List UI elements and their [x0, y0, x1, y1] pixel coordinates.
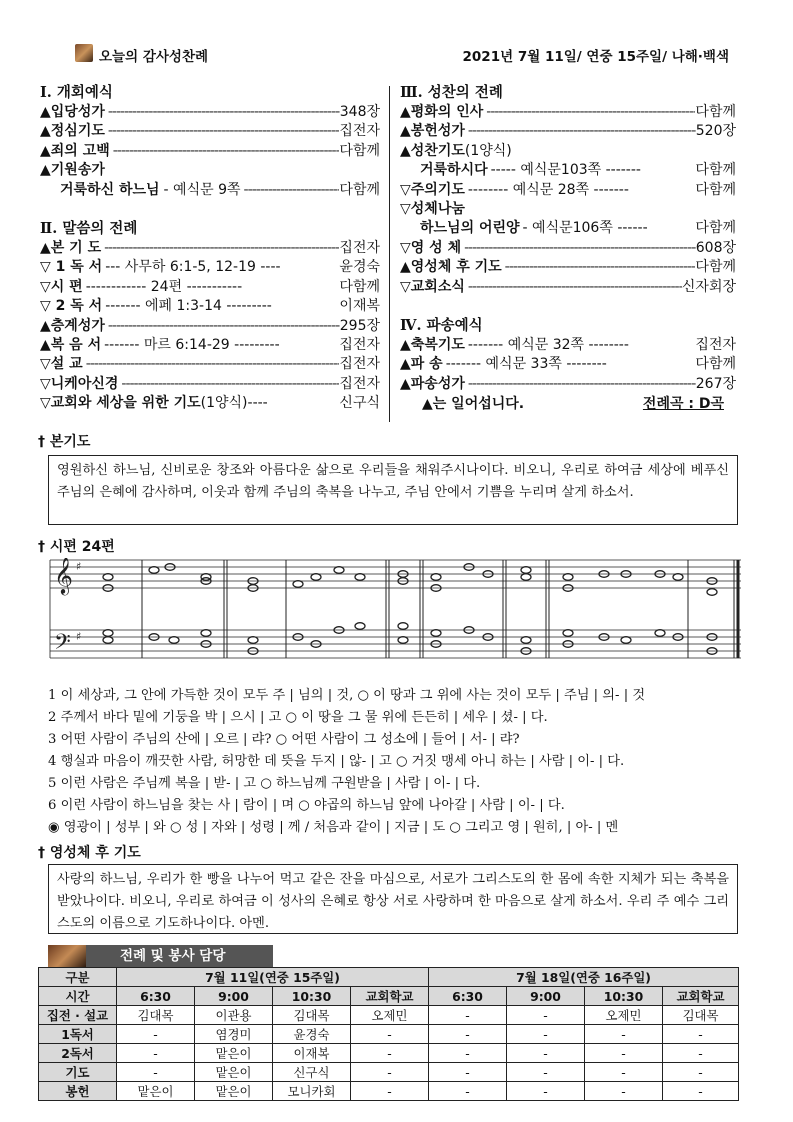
order-item-label: ▲입당성가: [40, 104, 105, 120]
order-item-value: 520장: [695, 123, 736, 140]
order-item-value: 다함께: [695, 181, 736, 198]
section-word-title: Ⅱ. 말씀의 전례: [40, 219, 138, 237]
order-item-value: 348장: [339, 104, 380, 120]
order-item-label: ▽교회소식: [400, 278, 465, 295]
order-item: [400, 258, 736, 277]
order-item: [40, 142, 380, 161]
order-item-label: 하느님의 어린양: [420, 220, 520, 237]
duty-cell: 이재복: [273, 1044, 351, 1063]
order-item-value: 집전자: [339, 123, 380, 140]
order-item: [400, 122, 736, 141]
duty-cell: -: [351, 1025, 429, 1044]
svg-text:𝄞: 𝄞: [54, 558, 73, 594]
duty-cell: -: [351, 1063, 429, 1082]
order-item-value: 신자회장: [681, 278, 736, 295]
order-item-value: 다함께: [339, 142, 380, 159]
dotted-leader: [110, 142, 340, 161]
svg-text:𝄢: 𝄢: [54, 630, 71, 660]
duty-time-cell: 교회학교: [663, 987, 739, 1006]
order-item: [40, 122, 380, 141]
duty-cell: -: [429, 1082, 507, 1101]
duty-time-cell: 교회학교: [351, 987, 429, 1006]
dotted-leader: [101, 239, 339, 258]
duty-time-row: [39, 987, 739, 1006]
spacer: [275, 297, 340, 316]
order-item-label: ▽ 2 독 서: [40, 298, 103, 315]
order-item-value: 다함께: [695, 259, 736, 276]
dotted-leader: [483, 103, 695, 122]
order-item-value: 다함께: [695, 220, 736, 237]
psalm-verse: 6 이런 사람이 하느님을 찾는 사 | 람이 | 며 ○ 야곱의 하느님 앞에 나아갈 | 사람 | 이- | 다.: [48, 798, 565, 813]
order-item-label: 거룩하시다: [420, 162, 488, 179]
duty-cell: -: [351, 1082, 429, 1101]
order-item-label: ▲층계성가: [40, 317, 105, 334]
duty-cell: 맡은이: [195, 1044, 273, 1063]
duty-cell: -: [507, 1082, 585, 1101]
psalm-verse: 2 주께서 바다 밑에 기둥을 박 | 으시 | 고 ○ 이 땅을 그 물 위에 든든히 | 세우 | 셨- | 다.: [48, 710, 548, 725]
order-item-label: ▲기원송가: [40, 162, 105, 179]
order-item-label: ▽주의기도: [400, 181, 465, 198]
order-item: [400, 161, 736, 180]
order-item-note: --- 사무하 6:1-5, 12-19 ----: [105, 259, 281, 276]
duty-table-title-bar: [48, 945, 273, 967]
svg-text:♯: ♯: [76, 630, 82, 643]
duty-cell: 김대목: [273, 1006, 351, 1025]
psalm-verse: ◉ 영광이 | 성부 | 와 ○ 성 | 자와 | 성령 | 께 / 처음과 같이 | 지금 | 도 ○ 그리고 영 | 원히, | 아- | 멘: [48, 820, 619, 835]
duty-cell: -: [585, 1082, 663, 1101]
spacer: [283, 336, 340, 355]
duty-cell: 모니카회: [273, 1082, 351, 1101]
order-item-label: ▽영 성 체: [400, 239, 462, 256]
order-item: [400, 355, 736, 374]
duty-cell: 김대목: [663, 1006, 739, 1025]
order-item-value: 608장: [695, 239, 736, 256]
duty-cell: -: [117, 1063, 195, 1082]
order-item-value: 윤경숙: [339, 259, 380, 276]
postcommunion-text: 사랑의 하느님, 우리가 한 빵을 나누어 먹고 같은 잔을 마심으로, 서로가 그리스도의 한 몸에 속한 지체가 되는 축복을 받았나이다. 비오니, 우리로 하여금 이 성사의 은혜로 항상 서로 사랑하며 한 마음으로 살게 하소서. 우리 주 예수 그리스도의 이름으로 기도하나이다. 아멘.: [57, 872, 729, 931]
psalm-verses: [48, 685, 748, 839]
duty-cell: 신구식: [273, 1063, 351, 1082]
duty-header-time: 시간: [39, 987, 117, 1006]
order-item: [40, 258, 380, 277]
duty-cell: 김대목: [117, 1006, 195, 1025]
duty-cell: 이관용: [195, 1006, 273, 1025]
order-item-label: ▽시 편: [40, 278, 83, 295]
order-item: [400, 200, 736, 219]
order-item: [400, 219, 736, 238]
dotted-leader: [465, 122, 696, 141]
bulletin-title: 오늘의 감사성찬례: [99, 49, 209, 65]
duty-role: 2독서: [39, 1044, 117, 1063]
order-item-value: 다함께: [339, 278, 380, 295]
order-item: [40, 161, 380, 180]
duty-role: 기도: [39, 1063, 117, 1082]
order-item: [40, 317, 380, 336]
spacer: [644, 161, 695, 180]
duty-cell: -: [429, 1006, 507, 1025]
order-item-label: ▲평화의 인사: [400, 104, 484, 120]
order-item-label: ▲죄의 고백: [40, 142, 110, 159]
dotted-leader: [83, 355, 340, 374]
order-item: [400, 181, 736, 200]
order-item-value: 다함께: [695, 104, 736, 120]
duty-cell: -: [507, 1063, 585, 1082]
order-item-note: ------- 예식문 33쪽 --------: [445, 356, 607, 373]
order-item-label: ▲파송성가: [400, 375, 465, 392]
order-item-note: ----- 예식문103쪽 -------: [490, 162, 641, 179]
psalm-title: † 시편 24편: [38, 539, 115, 555]
collect-box: [48, 455, 738, 525]
duty-row: [39, 1063, 739, 1082]
duty-cell: 오제민: [585, 1006, 663, 1025]
order-item-value: 다함께: [695, 356, 736, 373]
psalm-chant-score: [48, 558, 743, 670]
duty-cell: -: [429, 1044, 507, 1063]
order-item: [40, 394, 380, 413]
duty-time-cell: 9:00: [507, 987, 585, 1006]
duty-cell: 오제민: [351, 1006, 429, 1025]
order-item-note: ------- 예식문 32쪽 --------: [467, 336, 629, 353]
order-item-label: ▲봉헌성가: [400, 123, 465, 140]
order-item: [40, 181, 380, 200]
order-item-note: ------- 에페 1:3-14 ---------: [105, 298, 272, 315]
duty-cell: -: [117, 1044, 195, 1063]
order-item: [400, 103, 736, 122]
order-item-label: ▲축복기도: [400, 336, 465, 353]
duty-row: [39, 1082, 739, 1101]
order-item-label: 거룩하신 하느님: [60, 181, 160, 198]
duty-cell: 맡은이: [195, 1063, 273, 1082]
section-opening-title: Ⅰ. 개회예식: [40, 84, 113, 101]
order-item-note: (1양식)----: [200, 395, 268, 412]
order-item-note: ------------ 24편 -----------: [85, 278, 243, 295]
spacer: [610, 355, 696, 374]
psalm-verse: 5 이런 사람은 주님께 복을 | 받- | 고 ○ 하느님께 구원받을 | 사람 | 이- | 다.: [48, 776, 481, 791]
duty-time-cell: 9:00: [195, 987, 273, 1006]
duty-cell: -: [117, 1025, 195, 1044]
duty-cell: -: [663, 1025, 739, 1044]
duty-cell: -: [585, 1063, 663, 1082]
order-item-label: ▲정심기도: [40, 123, 105, 140]
order-item: [40, 297, 380, 316]
duty-time-cell: 6:30: [429, 987, 507, 1006]
dotted-leader: [241, 181, 340, 200]
psalm-verse: 3 어떤 사람이 주님의 산에 | 오르 | 랴? ○ 어떤 사람이 그 성소에 | 들어 | 서- | 랴?: [48, 732, 520, 747]
order-item-label: ▲파 송: [400, 356, 443, 373]
duty-role: 집전 · 설교: [39, 1006, 117, 1025]
order-right-column: [400, 82, 736, 414]
duty-cell: -: [507, 1006, 585, 1025]
dotted-leader: [105, 122, 340, 141]
order-item-value: 다함께: [339, 181, 380, 198]
spacer: [632, 336, 696, 355]
spacer: [284, 258, 340, 277]
spacer: [651, 219, 696, 238]
duty-cell: 맡은이: [117, 1082, 195, 1101]
order-item-value: 집전자: [339, 356, 380, 373]
order-left-column: [40, 82, 380, 413]
standing-note: ▲는 일어섭니다.: [422, 396, 525, 413]
duty-cell: -: [663, 1082, 739, 1101]
order-item-label: ▽성체나눔: [400, 200, 465, 217]
bulletin-header: [73, 44, 733, 66]
order-item-label: ▲복 음 서: [40, 336, 102, 353]
order-item-label: ▽니케아신경: [40, 375, 119, 392]
order-item: [40, 375, 380, 394]
order-item: [40, 278, 380, 297]
order-item: [400, 336, 736, 355]
order-item: [40, 355, 380, 374]
dotted-leader: [105, 317, 340, 336]
collect-text: 영원하신 하느님, 신비로운 창조와 아름다운 삶으로 우리들을 채워주시나이다. 비오니, 우리로 하여금 세상에 베푸신 주님의 은혜에 감사하며, 이웃과 함께 주님의 축복을 나누고, 주님 안에서 기쁨을 누리며 살게 하소서.: [57, 463, 729, 500]
duty-cell: 맡은이: [195, 1082, 273, 1101]
duty-cell: -: [585, 1044, 663, 1063]
section-dismissal-title: Ⅳ. 파송예식: [400, 316, 483, 334]
order-item: [40, 103, 380, 122]
church-image-icon: [48, 945, 86, 967]
duty-time-cell: 10:30: [585, 987, 663, 1006]
svg-text:♯: ♯: [76, 560, 82, 573]
order-item-note: ------- 마르 6:14-29 ---------: [104, 336, 280, 353]
duty-header-row: [39, 968, 739, 987]
duty-cell: -: [507, 1025, 585, 1044]
order-item-note: (1양식): [464, 142, 512, 159]
psalm-verse: 4 행실과 마음이 깨끗한 사람, 허망한 데 뜻을 두지 | 않- | 고 ○ 거짓 맹세 아니 하는 | 사람 | 이- | 다.: [48, 754, 625, 769]
order-item-value: 집전자: [339, 375, 380, 392]
order-item: [400, 239, 736, 258]
order-item: [400, 278, 736, 297]
duty-role: 봉헌: [39, 1082, 117, 1101]
duty-cell: -: [351, 1044, 429, 1063]
dotted-leader: [502, 258, 696, 277]
postcommunion-box: [48, 864, 738, 934]
duty-time-cell: 10:30: [273, 987, 351, 1006]
order-item: [400, 375, 736, 394]
order-item-label: ▲본 기 도: [40, 239, 102, 256]
spacer: [245, 278, 339, 297]
rite-note: 전례곡 : D곡: [642, 396, 724, 413]
spacer: [632, 181, 696, 200]
order-item-value: 295장: [339, 317, 380, 334]
order-item-label: ▲성찬기도: [400, 142, 465, 159]
duty-table-title: 전례 및 봉사 담당: [120, 948, 226, 964]
order-item-label: ▲영성체 후 기도: [400, 259, 502, 276]
order-item-value: 이재복: [339, 298, 380, 315]
duty-cell: -: [429, 1063, 507, 1082]
duty-cell: -: [429, 1025, 507, 1044]
column-divider: [389, 86, 390, 422]
dotted-leader: [461, 239, 696, 258]
dotted-leader: [465, 375, 696, 394]
duty-header-division: 구분: [39, 968, 117, 987]
order-item: [400, 142, 736, 161]
dotted-leader: [105, 103, 340, 122]
duty-table: [38, 967, 739, 1101]
section-eucharist-title: Ⅲ. 성찬의 전례: [400, 84, 503, 101]
order-item-label: ▽설 교: [40, 356, 83, 373]
order-item-value: 다함께: [695, 162, 736, 179]
order-item-note: - 예식문106쪽 ------: [522, 220, 648, 237]
duty-cell: -: [663, 1063, 739, 1082]
duty-cell: 윤경숙: [273, 1025, 351, 1044]
order-item-value: 신구식: [339, 395, 380, 412]
psalm-verse: 1 이 세상과, 그 안에 가득한 것이 모두 주 | 님의 | 것, ○ 이 땅과 그 위에 사는 것이 모두 | 주님 | 의- | 것: [48, 688, 646, 703]
bulletin-date: 2021년 7월 11일/ 연중 15주일/ 나해·백색: [462, 49, 729, 65]
duty-row: [39, 1044, 739, 1063]
duty-row: [39, 1025, 739, 1044]
order-item: [40, 239, 380, 258]
order-item-value: 집전자: [339, 336, 380, 353]
church-image-icon: [75, 44, 93, 62]
duty-cell: -: [663, 1044, 739, 1063]
order-item-value: 267장: [695, 375, 736, 392]
order-item-value: 집전자: [695, 336, 736, 353]
duty-cell: 염경미: [195, 1025, 273, 1044]
duty-time-cell: 6:30: [117, 987, 195, 1006]
dotted-leader: [465, 278, 682, 297]
postcommunion-title: † 영성체 후 기도: [38, 845, 141, 861]
order-item-value: 집전자: [339, 239, 380, 256]
order-footnote-row: [400, 394, 736, 414]
order-item: [40, 336, 380, 355]
order-of-service: [40, 82, 736, 424]
duty-cell: -: [585, 1025, 663, 1044]
duty-row: [39, 1006, 739, 1025]
order-item-label: ▽교회와 세상을 위한 기도: [40, 395, 201, 412]
duty-role: 1독서: [39, 1025, 117, 1044]
order-item-label: ▽ 1 독 서: [40, 259, 103, 276]
duty-header-week1: 7월 11일(연중 15주일): [117, 968, 429, 987]
dotted-leader: [118, 375, 339, 394]
duty-cell: -: [507, 1044, 585, 1063]
order-item-note: -------- 예식문 28쪽 -------: [467, 181, 629, 198]
collect-title: † 본기도: [38, 434, 91, 450]
duty-header-week2: 7월 18일(연중 16주일): [429, 968, 739, 987]
order-item-note: - 예식문 9쪽: [163, 181, 241, 198]
